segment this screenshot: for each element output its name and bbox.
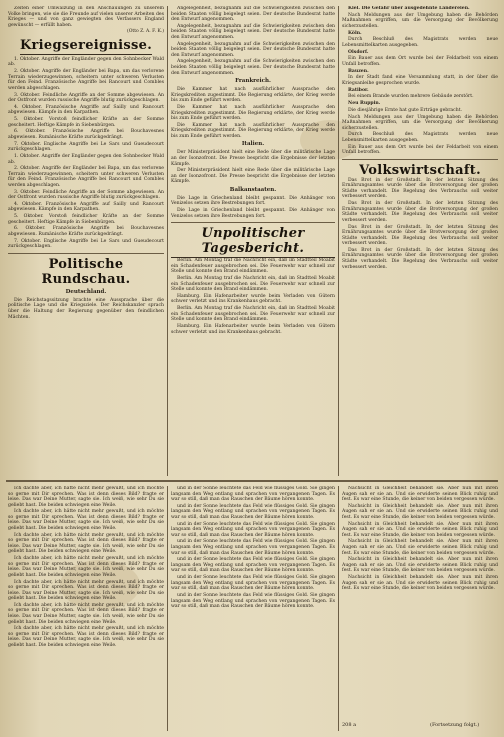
koeln-text: Durch Beschluß des Magistrats werden neue Lebensmittelkarten ausgegeben.	[342, 37, 498, 48]
story-text: Nachsicht in Gleichheit behandelt sie. Aber nun mit ihren Augen sah er sie an. Und sie erwiderte seinen Blick ruhig und fest. Es war eine Stunde, die keiner von beiden vergessen würde.	[342, 503, 498, 520]
story-text: und in der Sonne leuchtete das Feld wie flüssiges Gold. Sie gingen langsam den Weg entlang und sprachen von vergangenen Tagen. Es war so still, daß man das Rauschen der Bäume hören konnte.	[171, 592, 335, 610]
neu-ruppin-text: Die diesjährige Ernte hat gute Erträge gebracht.	[348, 107, 463, 113]
story-text: und in der Sonne leuchtete das Feld wie flüssiges Gold. Sie gingen langsam den Weg entlang und sprachen von vergangenen Tagen. Es war so still, daß man das Rauschen der Bäume hören konnte.	[171, 486, 335, 503]
politik-text: Die Reichstagssitzung brachte eine Aussprache über die politische Lage und die Kriegsziele. Der Reichskanzler sprach über die Haltung der Regierung gegenüber den feindlichen Mächten.	[8, 297, 164, 320]
volkswirtschaft-text: Das Brot in der Großstadt. In der letzten Sitzung des Ernährungsamtes wurde über die Brotversorgung der großen Städte verhandelt. Die Regelung des Verbrauchs soll weiter verbessert werden.	[342, 201, 498, 223]
tagesbericht-text: Hamburg. Ein Hafenarbeiter wurde beim Verladen von Gütern schwer verletzt und ins Krankenhaus gebracht.	[171, 293, 335, 305]
story-text: Nachsicht in Gleichheit behandelt sie. Aber nun mit ihren Augen sah er sie an. Und sie erwiderte seinen Blick ruhig und fest. Es war eine Stunde, die keiner von beiden vergessen würde.	[342, 575, 498, 592]
story-text: Ich dachte aber, ich hätte nicht mehr gewußt, und ich möchte so gerne mit Dir sprechen. Was ist denn dieses Bild? fragte er leise. Das war Deine Mutter, sagte sie. Ich weiß, wie sehr Du sie geliebt hast. Die beiden schwiegen eine Weile.	[8, 626, 164, 648]
kiel-text: Nach Meldungen aus der Umgebung haben die Behörden Maßnahmen ergriffen, um die Versorgung der Bevölkerung sicherzustellen.	[342, 114, 498, 131]
kriegsereignisse-item: 1. Oktober. Angriffe der Engländer gegen den Sohnbecker Wald ab.	[8, 56, 164, 68]
section-divider	[171, 222, 335, 223]
kriegsereignisse-item: 6. Oktober. Französische Angriffe bei Bouchavesnes abgewiesen. Rumänische Kräfte zurückgedrängt.	[8, 129, 164, 140]
column-3	[342, 6, 498, 476]
kriegsereignisse-item: 7. Oktober. Englische Angriffe bei Le Sars und Gueudecourt zurückgeschlagen.	[8, 141, 164, 153]
kriegsereignisse-item: 5. Oktober. Vorstoß feindlicher Kräfte an der Somme gescheitert. Heftige Kämpfe in Siebenbürgen.	[8, 117, 164, 128]
story-text: Nachsicht in Gleichheit behandelt sie. Aber nun mit ihren Augen sah er sie an. Und sie erwiderte seinen Blick ruhig und fest. Es war eine Stunde, die keiner von beiden vergessen würde.	[342, 539, 498, 556]
olsdorf-heading: Olsdorf.	[348, 49, 369, 55]
frankreich-text: Die Kammer hat nach ausführlicher Aussprache den Kriegskrediten zugestimmt. Die Regierung erklärte, der Krieg werde bis zum Ende geführt werden.	[171, 87, 335, 104]
kriegsereignisse-item: 5. Oktober. Vorstoß feindlicher Kräfte an der Somme gescheitert. Heftige Kämpfe in Siebenbürgen.	[8, 214, 164, 225]
signature: (Otto Z. A. F. K.)	[126, 29, 164, 35]
tagesbericht-heading: Unpolitischer Tagesbericht.	[171, 226, 335, 258]
feuilleton-column-3	[342, 486, 498, 718]
volkswirtschaft-heading: Volkswirtschaft.	[359, 162, 481, 178]
story-text: Nachsicht in Gleichheit behandelt sie. Aber nun mit ihren Augen sah er sie an. Und sie erwiderte seinen Blick ruhig und fest. Es war eine Stunde, die keiner von beiden vergessen würde.	[342, 521, 498, 538]
story-text: Ich dachte aber, ich hätte nicht mehr gewußt, und ich möchte so gerne mit Dir sprechen. Was ist denn dieses Bild? fragte er leise. Das war Deine Mutter, sagte sie. Ich weiß, wie sehr Du sie geliebt hast. Die beiden schwiegen eine Weile.	[8, 602, 164, 625]
story-text: und in der Sonne leuchtete das Feld wie flüssiges Gold. Sie gingen langsam den Weg entlang und sprachen von vergangenen Tagen. Es war so still, daß man das Rauschen der Bäume hören konnte.	[171, 539, 335, 556]
balkan-text: Die Lage in Griechenland bleibt gespannt. Die Anhänger von Venizelos setzen ihre Bestrebungen fort.	[171, 195, 335, 207]
feuilleton-column-2	[171, 486, 335, 731]
kiel-text: Nach Meldungen aus der Umgebung haben die Behörden Maßnahmen ergriffen, um die Versorgung der Bevölkerung sicherzustellen.	[342, 12, 498, 29]
koeln-heading: Köln.	[348, 30, 362, 36]
kriegsereignisse-item: 1. Oktober. Angriffe der Engländer gegen den Sohnbecker Wald ab.	[8, 153, 164, 165]
bauzen-heading: Bauzen.	[348, 68, 369, 74]
kriegsereignisse-item: 3. Oktober. Feindliche Angriffe an der Somme abgewiesen. An der Ostfront wurden russische Angriffe blutig zurückgeschlagen.	[8, 92, 164, 104]
story-text: und in der Sonne leuchtete das Feld wie flüssiges Gold. Sie gingen langsam den Weg entlang und sprachen von vergangenen Tagen. Es war so still, daß man das Rauschen der Bäume hören konnte.	[171, 521, 335, 538]
intro-text: Angelegenheit, bezugnahm auf die Schwierigkeiten zwischen den beiden Staaten völlig beigelegt seien. Der deutsche Bundesrat hatte den Entwurf angenommen.	[171, 41, 335, 58]
kriegsereignisse-item: 6. Oktober. Französische Angriffe bei Bouchavesnes abgewiesen. Rumänische Kräfte zurückgedrängt.	[8, 226, 164, 238]
tagesbericht-text: Berlin. Am Montag traf die Nachricht ein, daß im Stadtteil Moabit ein Schadenfeuer ausgebrochen sei. Die Feuerwehr war schnell zur Stelle und konnte den Brand eindämmen.	[171, 258, 335, 275]
section-subheading: Deutschland.	[65, 288, 107, 295]
italien-text: Der Ministerpräsident hielt eine Rede über die militärische Lage an der Isonzofront. Die Presse bespricht die Ergebnisse der letzten Kämpfe.	[171, 150, 335, 167]
story-text: und in der Sonne leuchtete das Feld wie flüssiges Gold. Sie gingen langsam den Weg entlang und sprachen von vergangenen Tagen. Es war so still, daß man das Rauschen der Bäume hören konnte.	[171, 557, 335, 574]
frankreich-text: Die Kammer hat nach ausführlicher Aussprache den Kriegskrediten zugestimmt. Die Regierung erklärte, der Krieg werde bis zum Ende geführt werden.	[171, 122, 335, 139]
section-subheading: Frankreich.	[235, 78, 271, 85]
kriegsereignisse-item: 2. Oktober. Angriffe der Engländer bei Bapa, um das verlorene Terrain wiederzugewinnen, scheitern unter schweren Verlusten für den Feind. Französische Angriffe bei Rancourt und Combles werden abgeschlagen.	[8, 69, 164, 91]
tagesbericht-text: Hamburg. Ein Hafenarbeiter wurde beim Verladen von Gütern schwer verletzt und ins Krankenhaus gebracht.	[171, 324, 335, 335]
frankreich-text: Die Kammer hat nach ausführlicher Aussprache den Kriegskrediten zugestimmt. Die Regierung erklärte, der Krieg werde bis zum Ende geführt werden.	[171, 104, 335, 122]
tagesbericht-text: Berlin. Am Montag traf die Nachricht ein, daß im Stadtteil Moabit ein Schadenfeuer ausgebrochen sei. Die Feuerwehr war schnell zur Stelle und konnte den Brand eindämmen.	[171, 306, 335, 323]
volkswirtschaft-text: Das Brot in der Großstadt. In der letzten Sitzung des Ernährungsamtes wurde über die Brotversorgung der großen Städte verhandelt. Die Regelung des Verbrauchs soll weiter verbessert werden.	[342, 177, 498, 200]
story-text: Nachsicht in Gleichheit behandelt sie. Aber nun mit ihren Augen sah er sie an. Und sie erwiderte seinen Blick ruhig und fest. Es war eine Stunde, die keiner von beiden vergessen würde.	[342, 557, 498, 574]
story-text: Ich dachte aber, ich hätte nicht mehr gewußt, und ich möchte so gerne mit Dir sprechen. Was ist denn dieses Bild? fragte er leise. Das war Deine Mutter, sagte sie. Ich weiß, wie sehr Du sie geliebt hast. Die beiden schwiegen eine Weile.	[8, 579, 164, 602]
section-divider	[342, 159, 498, 160]
kriegsereignisse-item: 7. Oktober. Englische Angriffe bei Le Sars und Gueudecourt zurückgeschlagen.	[8, 238, 164, 250]
kriegsereignisse-item: 4. Oktober. Französische Angriffe auf Sailly und Rancourt abgewiesen. Kämpfe in den Karpathen.	[8, 201, 164, 213]
story-text: Ich dachte aber, ich hätte nicht mehr gewußt, und ich möchte so gerne mit Dir sprechen. Was ist denn dieses Bild? fragte er leise. Das war Deine Mutter, sagte sie. Ich weiß, wie sehr Du sie geliebt hast. Die beiden schwiegen eine Weile.	[8, 556, 164, 578]
intro-text: Angelegenheit, bezugnahm auf die Schwierigkeiten zwischen den beiden Staaten völlig beigelegt seien. Der deutsche Bundesrat hatte den Entwurf angenommen.	[171, 23, 335, 40]
koeln-text: Durch Beschluß des Magistrats werden neue Lebensmittelkarten ausgegeben.	[342, 132, 498, 143]
balkan-text: Die Lage in Griechenland bleibt gespannt. Die Anhänger von Venizelos setzen ihre Bestrebungen fort.	[171, 208, 335, 219]
story-text: und in der Sonne leuchtete das Feld wie flüssiges Gold. Sie gingen langsam den Weg entlang und sprachen von vergangenen Tagen. Es war so still, daß man das Rauschen der Bäume hören konnte.	[171, 575, 335, 592]
feuilleton-column-1	[8, 486, 164, 731]
kiel-heading: Kiel. Die Gefahr über ausgedehnte Ländereien.	[348, 6, 470, 11]
italien-text: Der Ministerpräsident hielt eine Rede über die militärische Lage an der Isonzofront. Die Presse bespricht die Ergebnisse der letzten Kämpfe.	[171, 168, 335, 185]
story-text: Nachsicht in Gleichheit behandelt sie. Aber nun mit ihren Augen sah er sie an. Und sie erwiderte seinen Blick ruhig und fest. Es war eine Stunde, die keiner von beiden vergessen würde.	[342, 486, 498, 503]
column-rule	[167, 6, 168, 476]
story-text: und in der Sonne leuchtete das Feld wie flüssiges Gold. Sie gingen langsam den Weg entlang und sprachen von vergangenen Tagen. Es war so still, daß man das Rauschen der Bäume hören konnte.	[171, 503, 335, 520]
neu-ruppin-heading: Neu Ruppin.	[348, 101, 381, 107]
intro-text: Angelegenheit, bezugnahm auf die Schwierigkeiten zwischen den beiden Staaten völlig beigelegt seien. Der deutsche Bundesrat hatte den Entwurf angenommen.	[171, 59, 335, 76]
intro-text: Zeiten einer Umwälzung in den Anschauungen zu unserem Volke bringen, wie sie die Freunde auf vielen unserer Arbeiten des Krieges — und von ganz gewiegten des Verfassers England gewünscht — erfüllt haben.	[8, 6, 164, 28]
column-2	[171, 6, 335, 476]
intro-text: Angelegenheit, bezugnahm auf die Schwierigkeiten zwischen den beiden Staaten völlig beigelegt seien. Der deutsche Bundesrat hatte den Entwurf angenommen.	[171, 6, 335, 23]
olsdorf-text: Ein Bauer aus dem Ort wurde bei der Feldarbeit von einem Unfall betroffen.	[342, 56, 498, 67]
kriegsereignisse-item: 4. Oktober. Französische Angriffe auf Sailly und Rancourt abgewiesen. Kämpfe in den Karpathen.	[8, 104, 164, 116]
story-text: Ich dachte aber, ich hätte nicht mehr gewußt, und ich möchte so gerne mit Dir sprechen. Was ist denn dieses Bild? fragte er leise. Das war Deine Mutter, sagte sie. Ich weiß, wie sehr Du sie geliebt hast. Die beiden schwiegen eine Weile.	[8, 509, 164, 532]
column-rule	[338, 6, 339, 476]
section-subheading: Italien.	[241, 141, 265, 148]
volkswirtschaft-text: Das Brot in der Großstadt. In der letzten Sitzung des Ernährungsamtes wurde über die Brotversorgung der großen Städte verhandelt. Die Regelung des Verbrauchs soll weiter verbessert werden.	[342, 224, 498, 247]
kriegsereignisse-item: 3. Oktober. Feindliche Angriffe an der Somme abgewiesen. An der Ostfront wurden russische Angriffe blutig zurückgeschlagen.	[8, 189, 164, 201]
bauzen-text: In der Stadt fand eine Versammlung statt, in der über die Kriegsanleihe gesprochen wurde.	[342, 75, 498, 86]
politische-rundschau-heading: Politische Rundschau.	[41, 256, 131, 287]
column-rule	[338, 486, 339, 731]
story-text: Ich dachte aber, ich hätte nicht mehr gewußt, und ich möchte so gerne mit Dir sprechen. Was ist denn dieses Bild? fragte er leise. Das war Deine Mutter, sagte sie. Ich weiß, wie sehr Du sie geliebt hast. Die beiden schwiegen eine Weile.	[8, 486, 164, 508]
volkswirtschaft-text: Das Brot in der Großstadt. In der letzten Sitzung des Ernährungsamtes wurde über die Brotversorgung der großen Städte verhandelt. Die Regelung des Verbrauchs soll weiter verbessert werden.	[342, 247, 498, 270]
olsdorf-text: Ein Bauer aus dem Ort wurde bei der Feldarbeit von einem Unfall betroffen.	[342, 144, 498, 156]
continuation-note: (Fortsetzung folgt.)	[430, 722, 480, 728]
kriegsereignisse-item: 2. Oktober. Angriffe der Engländer bei Bapa, um das verlorene Terrain wiederzugewinnen, scheitern unter schweren Verlusten für den Feind. Französische Angriffe bei Rancourt und Combles werden abgeschlagen.	[8, 166, 164, 188]
section-subheading: Balkanstaaten.	[229, 186, 277, 193]
column-rule	[167, 486, 168, 731]
column-1	[8, 6, 164, 476]
feuilleton-divider	[6, 480, 498, 482]
story-text: Ich dachte aber, ich hätte nicht mehr gewußt, und ich möchte so gerne mit Dir sprechen. Was ist denn dieses Bild? fragte er leise. Das war Deine Mutter, sagte sie. Ich weiß, wie sehr Du sie geliebt hast. Die beiden schwiegen eine Weile.	[8, 532, 164, 555]
ratibor-heading: Ratibor.	[348, 87, 369, 93]
ratibor-text: Bei einem Brande wurden mehrere Gebäude zerstört.	[348, 94, 474, 100]
kriegsereignisse-heading: Kriegsereignisse.	[19, 37, 153, 53]
tagesbericht-text: Berlin. Am Montag traf die Nachricht ein, daß im Stadtteil Moabit ein Schadenfeuer ausgebrochen sei. Die Feuerwehr war schnell zur Stelle und konnte den Brand eindämmen.	[171, 276, 335, 293]
section-divider	[8, 253, 164, 254]
page-number: 208 a	[342, 722, 357, 728]
